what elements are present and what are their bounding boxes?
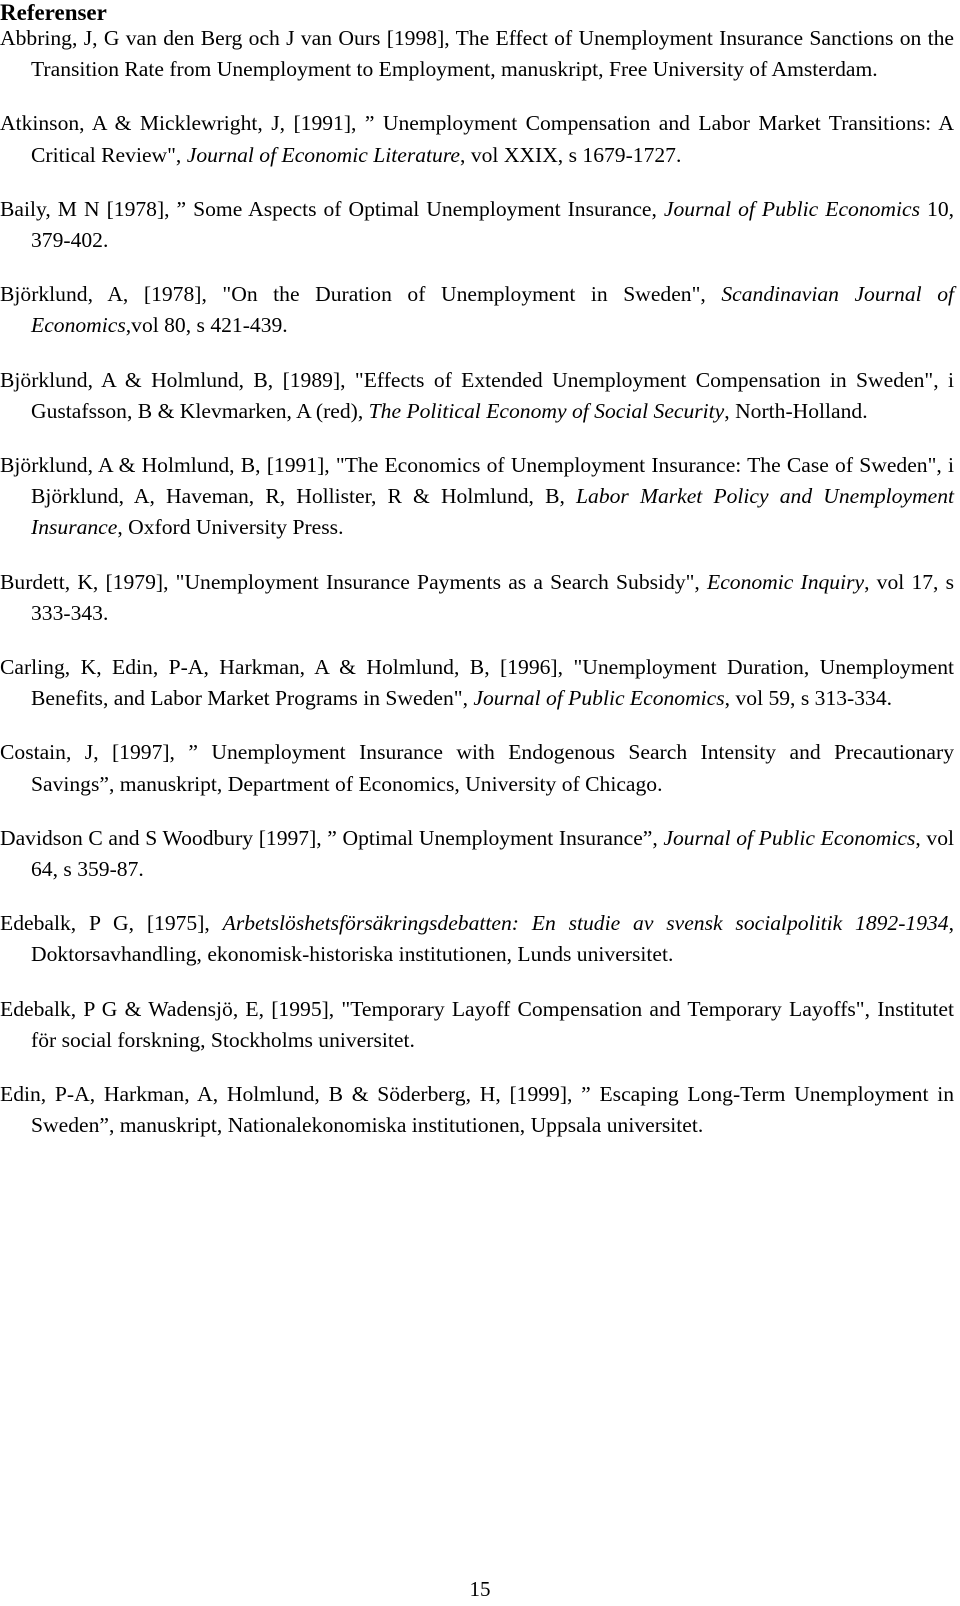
reference-text: Baily, M N [1978], ” Some Aspects of Optimal Unemployment Insurance,: [0, 196, 664, 221]
reference-text: Edebalk, P G, [1975],: [0, 911, 223, 936]
reference-details: , Doktorsavhandling, ekonomisk-historiska institutionen, Lunds universitet.: [31, 911, 954, 967]
reference-entry: [0, 365, 954, 427]
reference-details: , Oxford University Press.: [117, 515, 344, 540]
page-heading: Referenser: [0, 0, 107, 25]
reference-entry: [0, 652, 954, 714]
reference-text: Björklund, A & Holmlund, B, [1989], "Effects of Extended Unemployment Compensation in Sweden", i Gustafsson, B & Klevmarken, A (red),: [0, 367, 954, 423]
reference-source: Arbetslöshetsförsäkringsdebatten: En studie av svensk socialpolitik 1892-1934: [222, 911, 949, 936]
reference-entry: [0, 1079, 954, 1141]
reference-text: Atkinson, A & Micklewright, J, [1991], ” Unemployment Compensation and Labor Market Transitions: A Critical Review",: [0, 111, 954, 167]
reference-text: Björklund, A, [1978], "On the Duration of Unemployment in Sweden",: [0, 282, 722, 307]
page-number: 15: [469, 1577, 491, 1601]
reference-source: Scandinavian Journal of Economics: [31, 282, 955, 338]
reference-text: Björklund, A & Holmlund, B, [1991], "The Economics of Unemployment Insurance: The Case of Sweden", i Björklund, A, Haveman, R, Hollister, R & Holmlund, B,: [0, 453, 954, 509]
reference-source: Journal of Public Economics: [663, 825, 916, 850]
reference-details: 10, 379-402.: [31, 196, 955, 253]
reference-entry: [0, 994, 954, 1056]
reference-text: Davidson C and S Woodbury [1997], ” Optimal Unemployment Insurance”,: [0, 825, 664, 850]
reference-details: ,vol 80, s 421-439.: [125, 313, 288, 338]
reference-source: Journal of Public Economics: [473, 686, 725, 711]
reference-source: Journal of Public Economics: [663, 196, 921, 221]
reference-text: Costain, J, [1997], ” Unemployment Insurance with Endogenous Search Intensity and Precautionary Savings”, manuskript, Department of Economics, University of Chicago.: [0, 740, 954, 796]
reference-entry: [0, 450, 954, 544]
reference-entry: [0, 108, 954, 170]
reference-text: Abbring, J, G van den Berg och J van Ours [1998], The Effect of Unemployment Insurance Sanctions on the Transition Rate from Unemployment to Employment, manuskript, Free University of Amsterdam.: [0, 26, 954, 82]
reference-text: Edin, P-A, Harkman, A, Holmlund, B & Söderberg, H, [1999], ” Escaping Long-Term Unemployment in Sweden”, manuskript, Nationalekonomiska institutionen, Uppsala universitet.: [0, 1082, 954, 1138]
reference-list: [0, 23, 954, 1164]
reference-entry: [0, 737, 954, 799]
reference-entry: [0, 194, 954, 256]
reference-source: Economic Inquiry: [707, 569, 865, 594]
reference-source: The Political Economy of Social Security: [368, 398, 725, 423]
reference-text: Burdett, K, [1979], "Unemployment Insurance Payments as a Search Subsidy",: [0, 569, 708, 594]
reference-entry: [0, 823, 954, 885]
reference-text: Carling, K, Edin, P-A, Harkman, A & Holmlund, B, [1996], "Unemployment Duration, Unemployment Benefits, and Labor Market Programs in Sweden",: [0, 655, 954, 711]
reference-details: , vol 59, s 313-334.: [724, 686, 893, 711]
reference-source: Journal of Economic Literature: [186, 142, 461, 167]
reference-details: , North-Holland.: [724, 398, 868, 423]
reference-entry: [0, 567, 954, 629]
reference-entry: [0, 279, 954, 341]
reference-entry: [0, 23, 954, 85]
reference-details: , vol 17, s 333-343.: [31, 569, 955, 625]
reference-details: , vol XXIX, s 1679-1727.: [460, 142, 682, 167]
reference-source: Labor Market Policy and Unemployment Insurance: [31, 484, 954, 540]
reference-text: Edebalk, P G & Wadensjö, E, [1995], "Temporary Layoff Compensation and Temporary Layoffs", Institutet för social forskning, Stockholms universitet.: [0, 996, 954, 1052]
reference-details: , vol 64, s 359-87.: [31, 825, 955, 882]
reference-entry: [0, 908, 954, 970]
